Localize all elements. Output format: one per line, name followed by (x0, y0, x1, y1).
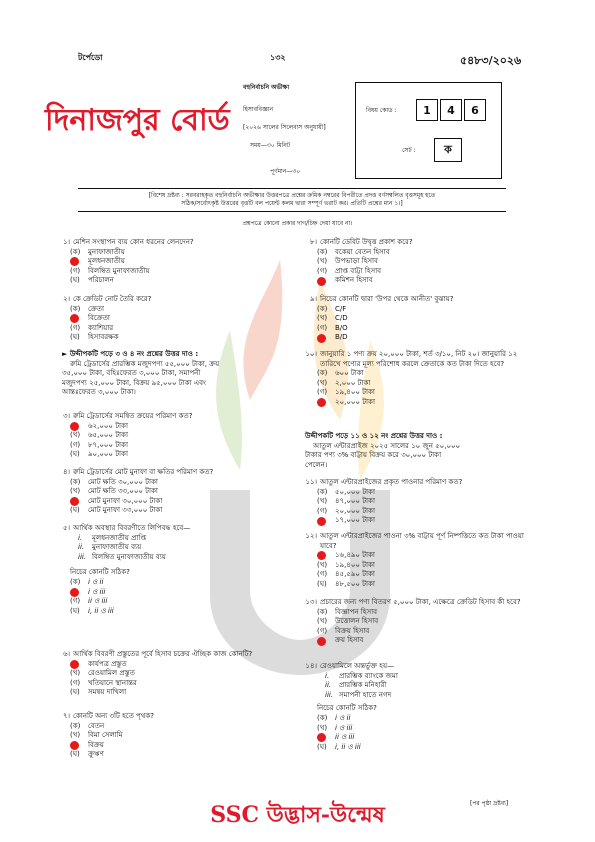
filled-answer-bubble (317, 398, 326, 407)
board-name: দিনাজপুর বোর্ড (45, 103, 230, 138)
option-kha[interactable]: (খ) ২,০০০ টাকা (317, 378, 371, 387)
option-ka[interactable]: (ক) বিজ্ঞাপন হিসাব (317, 607, 378, 616)
option-ga[interactable]: বিক্রয় (48, 741, 280, 751)
option-ga[interactable]: (গ) খতিয়ানে স্থানান্তর (70, 678, 137, 687)
option-ka[interactable]: (ক) মোট ক্ষতি ৩০,০০০ টাকা (70, 477, 158, 486)
option-ga[interactable]: (গ) ৮৭,০০০ টাকা (70, 440, 128, 449)
option-gha[interactable]: ক্রয় হিসাব (295, 636, 527, 646)
question-8: ৮। কোনটি ডেবিট উদ্বৃত্ত প্রকাশ করে? (ক) বকেয়া বেতন হিসাব (খ) উপভাড়া হিসাব (গ) প্রাপ্ত বাট্টা হিসাব কমিশন হিসাব (295, 238, 527, 286)
no-mark-note: প্রশ্নপত্রে কোনো প্রকার দাগ/চিহ্ন দেয়া যাবে না। (242, 220, 353, 227)
question-3: ৩। রুমি ট্রেডার্সের সমন্বিত ক্রয়ের পরিমাণ কত? ৬২,০০০ টাকা (খ) ৬৫,০০০ টাকা (গ) ৮৭,০০০ টাকা (ঘ) ৯০,০০০ টাকা (48, 412, 280, 460)
question-14: ১৪। রেওয়ামিলে অন্তর্ভুক্ত হয়— i. প্রারম্ভিক ব্যাংকে জমা ii. প্রারম্ভিক মনিহারী iii. সমাপনী হাতে নগদ নিচের কোনটি সঠিক? (ক) i ও ii (খ) i ও iii ii ও iii (ঘ) i, ii ও iii (295, 662, 527, 752)
special-instructions (78, 188, 506, 212)
footer-brand: SSC উদ্ভাস-উন্মেষ (210, 802, 385, 828)
filled-answer-bubble (70, 257, 79, 266)
code-digit-3: 6 (464, 99, 486, 121)
option-ka[interactable]: (ক) বেতন (70, 721, 105, 730)
option-kha[interactable]: (খ) বিমা সেলামি (70, 731, 123, 740)
filled-answer-bubble (317, 334, 326, 343)
option-ka[interactable]: (ক) i ও ii (317, 713, 351, 722)
option-ga[interactable]: (গ) B/O (317, 323, 348, 332)
full-marks: পূর্ণমান—৩০ (270, 168, 301, 175)
option-ka[interactable]: ৬২,০০০ টাকা (48, 422, 280, 432)
option-kha[interactable]: বিক্রেতা (48, 314, 280, 324)
option-gha[interactable]: (ঘ) মোট মুনাফা ৩৩,০০০ টাকা (70, 506, 163, 515)
question-stem: মেশিন সংস্থাপন ব্যয় কোন ধরনের লেনদেন? (73, 238, 194, 246)
question-6: ৬। আর্থিক বিবরণী প্রস্তুতের পূর্বে হিসাব চক্রের ঐচ্ছিক কাজ কোনটি? কার্যপত্র প্রস্তুত (খ) রেওয়ামিল প্রস্তুত (গ) খতিয়ানে স্থানান্তর (ঘ) সমন্বয় দাখিলা (48, 650, 280, 698)
option-ga[interactable]: মোট মুনাফা ৩০,০০০ টাকা (48, 497, 280, 507)
filled-answer-bubble (70, 660, 79, 669)
option-gha[interactable]: ২০,০০০ টাকা (295, 398, 527, 408)
option-gha[interactable]: (ঘ) ক্রুঋণ (70, 750, 104, 759)
code-digit-1: 1 (416, 99, 438, 121)
syllabus-note: [২০২৬ সালের সিলেবাস অনুযায়ী] (243, 124, 326, 131)
code-digit-2: 4 (440, 99, 462, 121)
filled-answer-bubble (317, 637, 326, 646)
option-kha[interactable]: (খ) উত্তোলন হিসাব (317, 617, 379, 626)
next-page-note: [পর পৃষ্ঠা দ্রষ্টব্য] (470, 800, 509, 807)
question-2: ২। কে ক্রেডিট নোট তৈরি করে? (ক) ক্রেতা বিক্রেতা (গ) ক্যাশিয়ার (ঘ) হিসাবরক্ষক (48, 295, 280, 343)
option-ka[interactable]: ১৬,৪৯০ টাকা (295, 551, 527, 561)
option-ga[interactable]: ii ও iii (295, 733, 527, 743)
option-kha[interactable]: (খ) i ও iii (317, 723, 353, 732)
option-gha[interactable]: (ঘ) সমন্বয় দাখিলা (70, 688, 127, 697)
paper-label: টর্পেডো (78, 53, 103, 62)
option-gha[interactable]: B/D (295, 333, 527, 343)
option-gha[interactable]: (ঘ) ৪৮,৫০০ টাকা (317, 579, 375, 588)
option-gha[interactable]: (ঘ) হিসাবরক্ষক (70, 333, 119, 342)
option-ka[interactable]: কার্যপত্র প্রস্তুত (48, 660, 280, 670)
filled-answer-bubble (70, 422, 79, 431)
option-ga[interactable]: (গ) বিক্রয় হিসাব (317, 626, 370, 635)
exam-type: বহুনির্বাচনি অভীক্ষা (243, 84, 290, 91)
question-7: ৭। কোনটি অন্য ৩টি হতে পৃথক? (ক) বেতন (খ) বিমা সেলামি বিক্রয় (ঘ) ক্রুঋণ (48, 712, 280, 760)
filled-answer-bubble (317, 517, 326, 526)
option-ka[interactable]: (ক) মুনাফাজাতীয় (70, 247, 125, 256)
option-gha[interactable]: (ঘ) পরিচালন (70, 276, 114, 285)
option-gha[interactable]: (ঘ) ৯০,০০০ টাকা (70, 450, 128, 459)
question-11: ১১। আতুল এন্টারপ্রাইজের প্রকৃত পাওনার পরিমাণ কত? (ক) ৫০,০০০ টাকা (খ) ৪৭,০০০ টাকা (গ) ২০,০০০ টাকা ১৭,০০০ টাকা (295, 478, 527, 526)
option-kha[interactable]: (খ) মোট ক্ষতি ৩৩,০০০ টাকা (70, 487, 158, 496)
option-kha[interactable]: (খ) C/D (317, 314, 348, 323)
subject-code-label: বিষয় কোড : (366, 107, 397, 114)
filled-answer-bubble (317, 551, 326, 560)
option-ga[interactable]: (গ) বিলম্বিত মুনাফাজাতীয় (70, 266, 150, 275)
option-gha[interactable]: (ঘ) i, ii ও iii (317, 742, 361, 751)
option-kha[interactable]: (খ) ৪৭,০০০ টাকা (317, 497, 375, 506)
option-ga[interactable]: (গ) ২০,০০০ টাকা (317, 506, 375, 515)
question-10: ১০। জানুয়ারি ১ পণ্য ক্রয় ২০,০০০ টাকা, শর্ত ৩/১০, নিট ২০। জানুয়ারি ১২ তারিখে পণ্যের মূল্য পরিশোধ করলে ক্রেতাকে কত টাকা দিতে হবে? (ক) ৬০০ টাকা (খ) ২,০০০ টাকা (গ) ১৯,৪০০ টাকা ২০,০০০ টাকা (295, 350, 527, 408)
filled-answer-bubble (70, 314, 79, 323)
option-kha[interactable]: (খ) রেওয়ামিল প্রস্তুত (70, 669, 135, 678)
option-ka[interactable]: (ক) ক্রেতা (70, 304, 104, 313)
question-12: ১২। আতুল এন্টারপ্রাইজের পাওনা ৩% বাট্টায় পূর্ণ নিষ্পত্তিতে কত টাকা পাওয়া যাবে? ১৬,৪৯০ টাকা (খ) ১৯,৪০০ টাকা (গ) ৪৫,৫৯০ টাকা (ঘ) ৪৮,৫০০ টাকা (295, 532, 527, 590)
question-9: ৯। নিচের কোনটি দ্বারা 'উপর থেকে আনীত' বুঝায়? (ক) C/F (খ) C/D (গ) B/O B/D (295, 295, 527, 343)
option-kha[interactable]: i ও iii (48, 588, 280, 598)
option-gha[interactable]: (ঘ) i, ii ও iii (70, 606, 114, 615)
option-kha[interactable]: (খ) ১৯,৪০০ টাকা (317, 560, 375, 569)
filled-answer-bubble (70, 741, 79, 750)
instruction-line-1: [বিশেষ দ্রষ্টব্য : সরবরাহকৃত বহুনির্বাচনি অভীক্ষার উত্তরপত্রে প্রশ্নের ক্রমিক নম্বরের বিপরীতে প্রদত্ত বর্ণসম্বলিত বৃত্তসমূহ হতে (148, 192, 436, 199)
instruction-line-2: সঠিক/সর্বোৎকৃষ্ট উত্তরের বৃত্তটি বল পয়েন্ট কলম দ্বারা সম্পূর্ণ ভরাট কর। প্রতিটি প্রশ্নের মান ১।] (181, 200, 403, 207)
option-kha[interactable]: মূলধনজাতীয় (48, 257, 280, 267)
option-ka[interactable]: (ক) C/F (317, 304, 347, 313)
option-ga[interactable]: (গ) প্রাপ্ত বাট্টা হিসাব (317, 266, 382, 275)
subject-code-cells (416, 99, 488, 121)
option-ka[interactable]: (ক) ৬০০ টাকা (317, 369, 364, 378)
option-gha[interactable]: ১৭,০০০ টাকা (295, 516, 527, 526)
option-gha[interactable]: কমিশন হিসাব (295, 276, 527, 286)
stimulus-passage-2: উদ্দীপকটি পড়ে ১১ ও ১২ নং প্রশ্নের উত্তর দাও : আতুল এন্টারপ্রাইজ ২০২৫ সালের ১০ জুন ৫০,০০০ টাকার পণ্য ৩% বাট্টায় বিক্রয় করে ৩০,০০০ টাকা পেলেন। (305, 432, 461, 469)
exam-time: সময়—৩০ মিনিট (250, 142, 291, 149)
option-ga[interactable]: (গ) ১৯,৪০০ টাকা (317, 388, 375, 397)
option-ka[interactable]: (ক) ৫০,০০০ টাকা (317, 487, 375, 496)
option-ga[interactable]: (গ) ৪৫,৫৯০ টাকা (317, 570, 375, 579)
filled-answer-bubble (317, 733, 326, 742)
code-reference: ৫৪৮৩/২০২৬ (460, 54, 522, 67)
question-5: ৫। আর্থিক অবস্থার বিবরণীতে লিপিবদ্ধ হবে— i. মূলধনজাতীয় প্রাপ্তি ii. মুনাফাজাতীয় ব্যয় iii. বিলম্বিত মুনাফাজাতীয় ব্যয় নিচের কোনটি সঠিক? (ক) i ও ii i ও iii (গ) ii ও iii (ঘ) i, ii ও iii (48, 524, 280, 616)
question-4: ৪। রুমি ট্রেডার্সের মোট মুনাফা বা ক্ষতির পরিমাণ কত? (ক) মোট ক্ষতি ৩০,০০০ টাকা (খ) মোট ক্ষতি ৩৩,০০০ টাকা মোট মুনাফা ৩০,০০০ টাকা (ঘ) মোট মুনাফা ৩৩,০০০ টাকা (48, 468, 280, 516)
option-kha[interactable]: (খ) উপভাড়া হিসাব (317, 257, 378, 266)
subject-code-box (355, 82, 502, 179)
page-number: ১৩২ (270, 53, 286, 62)
filled-answer-bubble (317, 277, 326, 286)
set-label: সেট : (402, 147, 416, 154)
option-ka[interactable]: (ক) i ও ii (70, 577, 104, 586)
option-ga[interactable]: (গ) ক্যাশিয়ার (70, 323, 114, 332)
set-value: ক (434, 138, 462, 162)
filled-answer-bubble (70, 588, 79, 597)
filled-answer-bubble (70, 497, 79, 506)
question-number: ১। (62, 238, 70, 246)
stimulus-passage-1: ► উদ্দীপকটি পড়ে ৩ ও ৪ নং প্রশ্নের উত্তর দাও : রুমি ট্রেডার্সের প্রারম্ভিক মজুদপণ্য ৫৫,০০০ টাকা, ক্রয় ৩৫,০০০ টাকা, বহিঃফেরত ৩,০০০ টাকা, সমাপনী মজুদপণ্য ২৫,০০০ টাকা, বিক্রয় ৯৫,০০০ টাকা এবং আন্তঃফেরত ৩,০০০ টাকা। (62, 350, 220, 397)
question-1 (48, 238, 280, 286)
question-13: ১৩। প্রচারের জন্য পণ্য বিতরণ ৫,০০০ টাকা, এক্ষেত্রে ক্রেডিট হিসাব কী হবে? (ক) বিজ্ঞাপন হিসাব (খ) উত্তোলন হিসাব (গ) বিক্রয় হিসাব ক্রয় হিসাব (295, 598, 527, 646)
option-ka[interactable]: (ক) বকেয়া বেতন হিসাব (317, 247, 390, 256)
subject-name: হিসাববিজ্ঞান (243, 106, 274, 113)
option-kha[interactable]: (খ) ৬৫,০০০ টাকা (70, 431, 128, 440)
option-ga[interactable]: (গ) ii ও iii (70, 597, 108, 606)
